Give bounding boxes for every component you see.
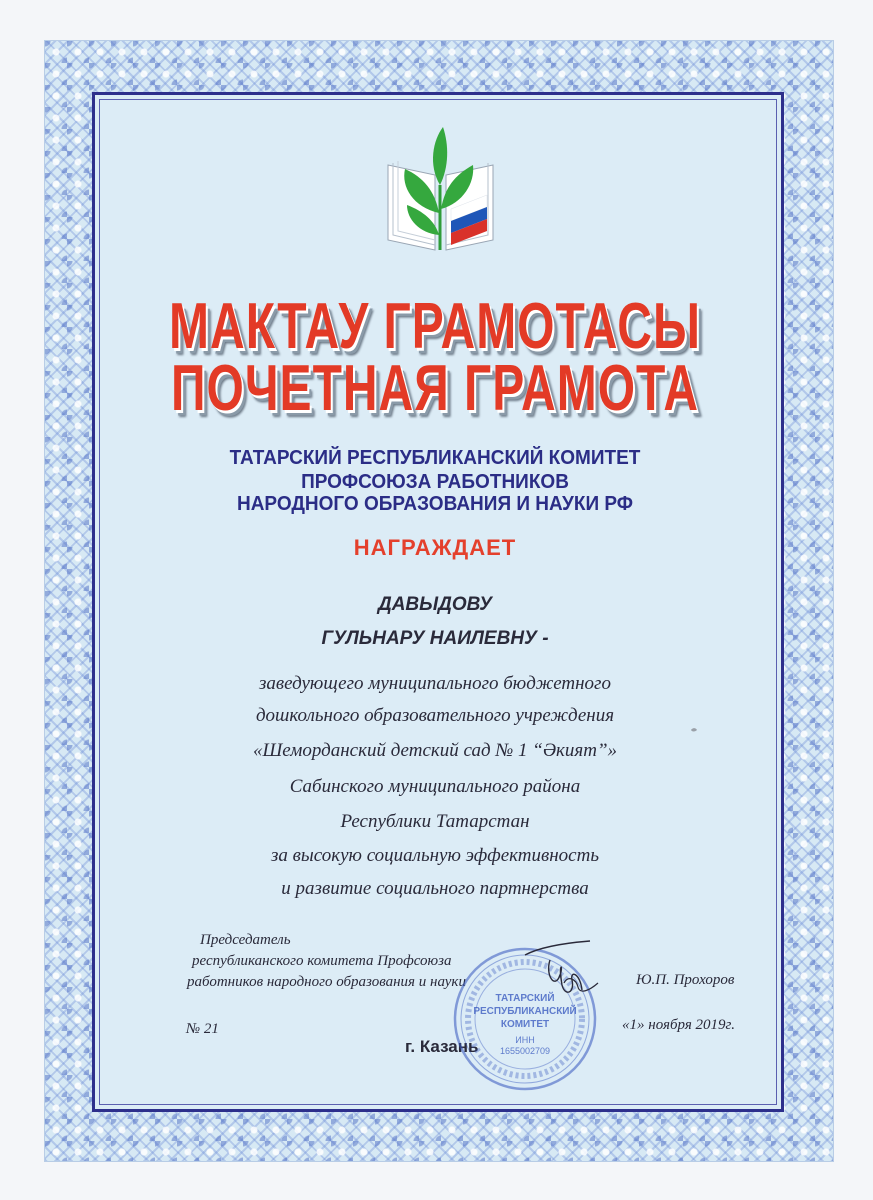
- stamp-text-1: ТАТАРСКИЙ: [495, 993, 555, 1004]
- issue-date: «1» ноября 2019г.: [622, 1017, 735, 1033]
- trade-union-logo-icon: [383, 125, 498, 255]
- signatory-title-1: Председатель: [200, 932, 291, 948]
- stamp-text-3: КОМИТЕТ: [500, 1019, 550, 1030]
- body-line-4: Сабинского муниципального района: [289, 776, 581, 797]
- body-line-3: «Шеморданский детский сад № 1 “Әкият”»: [252, 740, 618, 761]
- organization-line-3: НАРОДНОГО ОБРАЗОВАНИЯ И НАУКИ РФ: [236, 493, 634, 516]
- stamp-text-4: ИНН: [515, 1035, 535, 1045]
- speck-mark: [690, 727, 698, 733]
- body-line-5: Республики Татарстан: [340, 811, 530, 832]
- organization-line-2: ПРОФСОЮЗА РАБОТНИКОВ: [301, 471, 569, 494]
- signatory-title-2: республиканского комитета Профсоюза: [192, 953, 452, 969]
- city: г. Казань: [405, 1037, 479, 1056]
- awards-heading: НАГРАЖДАЕТ: [353, 535, 517, 560]
- certificate-number: № 21: [186, 1021, 219, 1037]
- signatory-title-3: работников народного образования и науки: [187, 974, 466, 990]
- body-line-2: дошкольного образовательного учреждения: [255, 705, 615, 726]
- recipient-surname: ДАВЫДОВУ: [377, 594, 493, 615]
- title-tatar: МАКТАУ ГРАМОТАСЫ: [169, 291, 701, 363]
- stamp-text-5: 1655002709: [499, 1046, 551, 1056]
- body-line-7: и развитие социального партнерства: [281, 878, 589, 899]
- recipient-name: ГУЛЬНАРУ НАИЛЕВНУ -: [321, 628, 549, 649]
- body-line-6: за высокую социальную эффективность: [271, 845, 599, 866]
- signatory-name: Ю.П. Прохоров: [636, 972, 735, 988]
- signature-icon: [520, 935, 610, 1010]
- stamp-text-2: РЕСПУБЛИКАНСКИЙ: [473, 1006, 577, 1017]
- title-russian: ПОЧЕТНАЯ ГРАМОТА: [170, 353, 699, 425]
- body-line-1: заведующего муниципального бюджетного: [259, 673, 611, 694]
- organization-line-1: ТАТАРСКИЙ РЕСПУБЛИКАНСКИЙ КОМИТЕТ: [229, 447, 641, 470]
